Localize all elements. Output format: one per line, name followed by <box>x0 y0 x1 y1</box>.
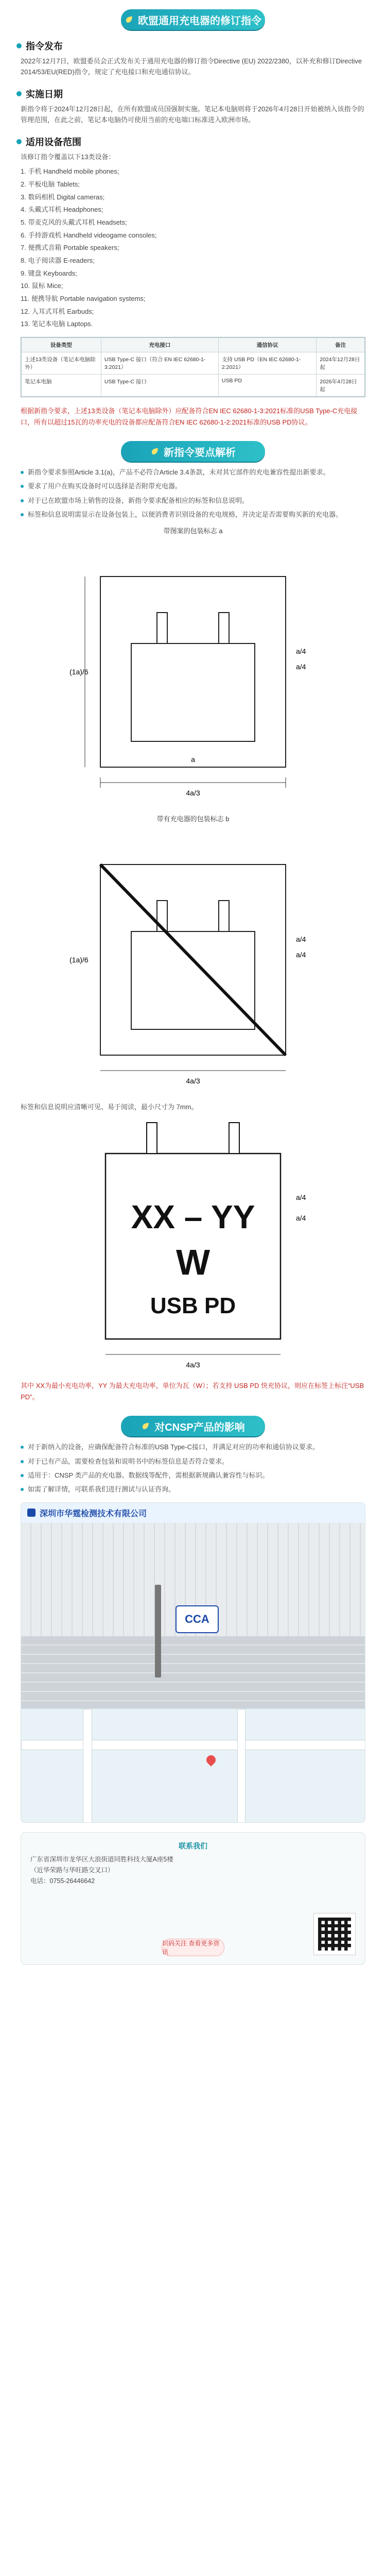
figure-3-label-example <box>39 1117 347 1375</box>
figure-1-charger-outline <box>49 540 337 808</box>
company-bar <box>21 1503 365 1523</box>
device-item: 10. 鼠标 Mice; <box>21 282 63 290</box>
svg-text:a/4: a/4 <box>296 662 306 671</box>
figure-1-caption: 带图案的包装标志 a <box>163 527 223 535</box>
scope-intro: 该修订指令覆盖以下13类设备： <box>21 152 115 161</box>
banner-3 <box>121 1416 265 1436</box>
svg-text:a: a <box>191 755 195 764</box>
location-map <box>21 1708 365 1822</box>
device-item: 7. 便携式音箱 Portable speakers; <box>21 244 119 252</box>
device-item: 4. 头戴式耳机 Headphones; <box>21 206 103 214</box>
svg-text:(1a)/6: (1a)/6 <box>69 667 89 676</box>
leaf-icon <box>150 447 160 456</box>
figure-3-big-text: XX – YY <box>131 1198 255 1236</box>
table-row: 笔记本电脑 USB Type-C 接口 USB PD 2026年4月28日起 <box>22 375 365 397</box>
contact-title: 联系我们 <box>179 1841 207 1850</box>
device-item: 9. 键盘 Keyboards; <box>21 269 77 277</box>
table-header: 通信协议 <box>218 338 316 352</box>
qr-code-icon <box>318 1918 351 1951</box>
qr-label: 识码关注 查看更多资讯 <box>162 1939 224 1956</box>
bullet-item: 要求了用户在购买设备时可以选择是否附带充电器。 <box>21 481 365 492</box>
part3-bullets <box>21 1442 365 1495</box>
device-item: 13. 笔记本电脑 Laptops. <box>21 320 93 328</box>
heading-scope: 适用设备范围 <box>16 135 370 148</box>
bullet-item: 对于已有产品，需要检查包装和说明书中的标签信息是否符合要求。 <box>21 1456 365 1467</box>
banner-3-wrap <box>0 1402 386 1436</box>
banner-2 <box>121 441 265 462</box>
device-item: 5. 带麦克风的头戴式耳机 Headsets; <box>21 218 127 226</box>
leaf-icon <box>141 1421 150 1431</box>
svg-text:a/4: a/4 <box>296 1214 306 1223</box>
table-header: 充电接口 <box>101 338 218 352</box>
device-item: 3. 数码相机 Digital cameras; <box>21 193 105 201</box>
heading-directive: 指令发布 <box>16 39 370 53</box>
bullet-item: 新指令要求参照Article 3.1(a)，产品不必符合Article 3.4条款，未对其它部件的充电兼容性提出新要求。 <box>21 467 365 478</box>
device-item: 6. 手持游戏机 Handheld videogame consoles; <box>21 231 157 239</box>
antenna-mast <box>155 1585 161 1677</box>
contact-address: 广东省深圳市龙华区大浪街道同胜科技大厦A座5楼 <box>30 1855 173 1863</box>
heading-implementation: 实施日期 <box>16 87 370 100</box>
contact-phone: 电话：0755-26446642 <box>30 1877 95 1885</box>
svg-text:4a/3: 4a/3 <box>186 1076 200 1085</box>
leaf-icon <box>125 15 134 24</box>
part2-bullets <box>21 467 365 520</box>
figure-3-note: 其中 XX为最小充电功率，YY 为最大充电功率，单位为瓦（W）；若支持 USB PD 快充协议，则应在标签上标注“USB PD”。 <box>21 1382 364 1401</box>
svg-text:a/4: a/4 <box>296 950 306 959</box>
contact-box <box>21 1832 365 1965</box>
figure-3-usbpd-text: USB PD <box>150 1293 236 1319</box>
company-card <box>21 1502 365 1823</box>
table-row: 上述13类设备（笔记本电脑除外） USB Type-C 接口（符合 EN IEC 62680-1-3:2021） 支持 USB PD（EN IEC 62680-1-2:2021） 2024年12月28日起 <box>22 352 365 375</box>
banner-2-title: 新指令要点解析 <box>164 447 236 459</box>
company-logo-icon <box>27 1509 36 1517</box>
figure-2-caption: 带有充电器的包装标志 b <box>156 815 230 823</box>
bullet-item: 适用于：CNSP 类产品的充电器、数据线等配件，需根据新规确认兼容性与标识。 <box>21 1470 365 1481</box>
table-header: 设备类型 <box>22 338 101 352</box>
figure-3-w-text: W <box>176 1242 210 1283</box>
red-note: 根据新指令要求，上述13类设备（笔记本电脑除外）应配备符合EN IEC 62680-1-3:2021标准的USB Type-C充电接口，所有以超过15瓦的功率充电的设备都应配备符合EN IEC 62680-1-2:2021标准的USB PD协议。 <box>21 407 358 426</box>
svg-text:a/4: a/4 <box>296 935 306 943</box>
bullet-item: 对于已在欧盟市场上销售的设备，新指令要求配备相应的标签和信息说明。 <box>21 495 365 506</box>
banner-1 <box>121 9 265 30</box>
banner-1-title: 欧盟通用充电器的修订指令 <box>138 15 261 27</box>
lab-image <box>21 1523 365 1708</box>
bullet-item: 对于新纳入的设备，应确保配备符合标准的USB Type-C接口，并满足对应的功率和通信协议要求。 <box>21 1442 365 1452</box>
device-item: 8. 电子阅读器 E-readers; <box>21 257 95 264</box>
banner-3-title: 对CNSP产品的影响 <box>154 1421 245 1433</box>
device-list <box>21 165 365 331</box>
svg-text:(1a)/6: (1a)/6 <box>69 955 89 964</box>
svg-text:4a/3: 4a/3 <box>186 1361 200 1369</box>
map-marker-icon <box>204 1753 217 1766</box>
banner-1-wrap <box>0 0 386 30</box>
implementation-text: 新指令将于2024年12月28日起，在所有欧盟成员国强制实施。笔记本电脑则将于2026年4月28日开始被纳入该指令的管理范围，在此之前，笔记本电脑仍可使用当前的充电端口标准进入欧洲市场。 <box>21 105 364 124</box>
lab-logo: CCA <box>176 1605 219 1633</box>
svg-text:4a/3: 4a/3 <box>186 788 200 797</box>
device-item: 12. 入耳式耳机 Earbuds; <box>21 307 94 315</box>
qr-code[interactable] <box>313 1913 356 1955</box>
contact-note: （近华荣路与华旺路交叉口） <box>30 1867 114 1874</box>
svg-text:a/4: a/4 <box>296 647 306 655</box>
directive-text: 2022年12月7日，欧盟委员会正式发布关于通用充电器的修订指令Directive (EU) 2022/2380，以补充和修订Directive 2014/53/EU(RED)指令，规定了充电接口和充电通信协议。 <box>21 57 362 76</box>
device-item: 2. 平板电脑 Tablets; <box>21 180 80 188</box>
bullet-item: 如需了解详情，可联系我们进行测试与认证咨询。 <box>21 1484 365 1495</box>
bullet-item: 标签和信息说明需显示在设备包装上，以便消费者识别设备的充电规格，并决定是否需要购买新的充电器。 <box>21 509 365 520</box>
table-header: 备注 <box>317 338 365 352</box>
figure-note: 标签和信息说明应清晰可见、易于阅读，最小尺寸为 7mm。 <box>21 1103 198 1111</box>
svg-text:a/4: a/4 <box>296 1193 306 1202</box>
device-item: 1. 手机 Handheld mobile phones; <box>21 167 119 176</box>
banner-2-wrap <box>0 428 386 462</box>
figure-2-charger-outline <box>49 828 337 1096</box>
requirements-table <box>21 337 365 397</box>
device-item: 11. 便携导航 Portable navigation systems; <box>21 295 146 303</box>
company-name: 深圳市华霆检测技术有限公司 <box>40 1509 147 1518</box>
